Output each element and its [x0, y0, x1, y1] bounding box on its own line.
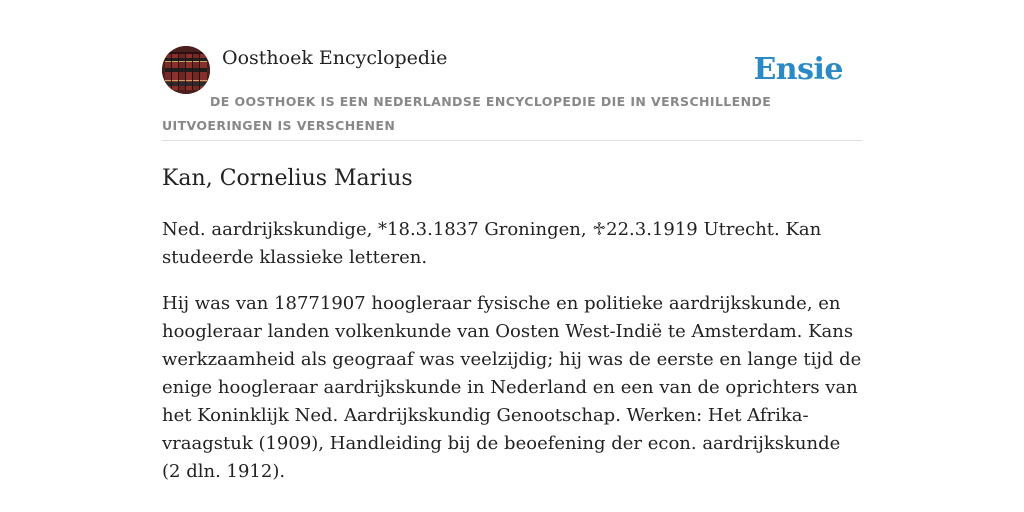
- site-name[interactable]: Oosthoek Encyclopedie: [222, 47, 448, 69]
- article-paragraph: Hij was van 18771907 hoogleraar fysische en politieke aardrijkskunde, en hoogleraar landen volkenkunde van Oosten West-Indië te Amsterdam. Kans werkzaamheid als geograaf was veelzijdig; hij was de eerste en lange tijd de enige hoogleraar aardrijkskunde in Nederland en een van de oprichters van het Koninklijk Ned. Aardrijkskundig Genootschap. Werken: Het Afrika-vraagstuk (1909), Handleiding bij de beoefening der econ. aardrijkskunde (2 dln. 1912).: [162, 293, 862, 482]
- encyclopedia-books-icon[interactable]: [162, 46, 210, 94]
- brand-logo[interactable]: Ensie: [753, 52, 843, 87]
- article-title: Kan, Cornelius Marius: [162, 166, 413, 191]
- site-tagline: DE OOSTHOEK IS EEN NEDERLANDSE ENCYCLOPEDIE DIE IN VERSCHILLENDE UITVOERINGEN IS VERSCHENEN: [162, 94, 772, 133]
- article-body: [162, 216, 862, 504]
- site-header: [162, 46, 862, 141]
- article-paragraph: Ned. aardrijkskundige, *18.3.1837 Groningen, ♱22.3.1919 Utrecht. Kan studeerde klassieke letteren.: [162, 219, 822, 268]
